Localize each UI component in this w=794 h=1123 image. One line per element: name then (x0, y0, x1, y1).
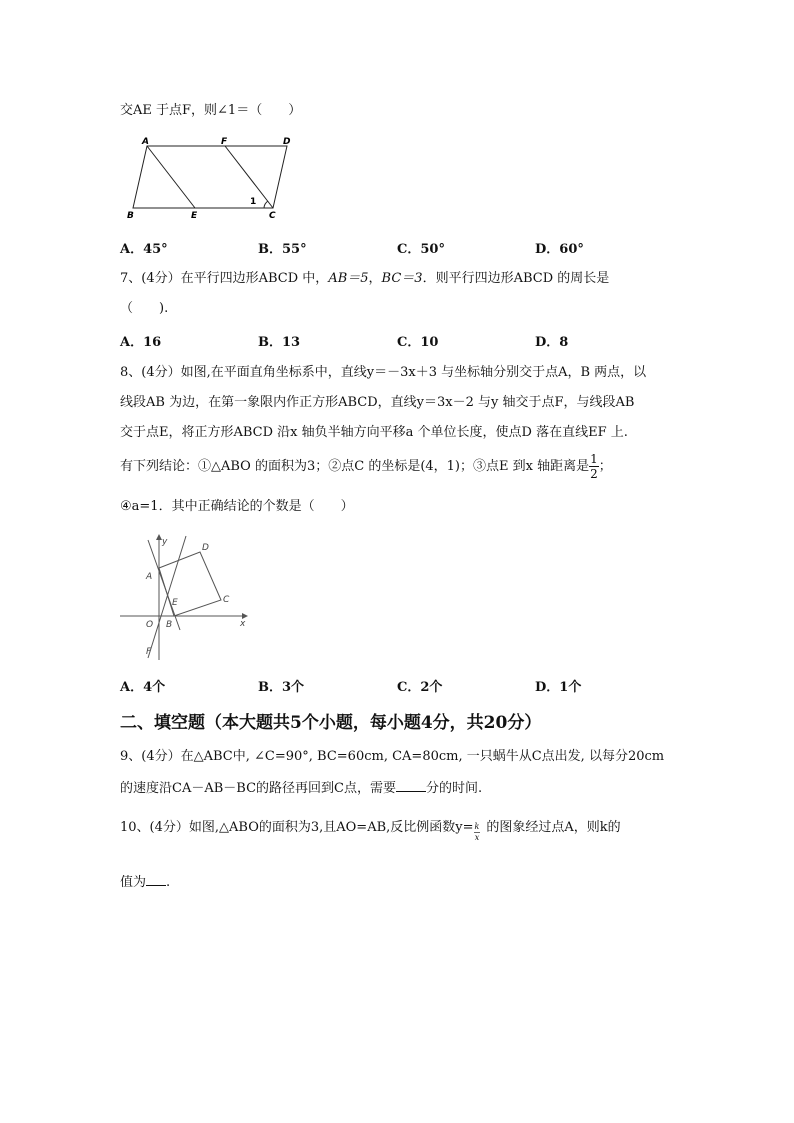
line-ef (148, 536, 186, 658)
q7-ab: AB＝5 (328, 271, 369, 286)
label-f: F (221, 137, 228, 147)
q6-option-a[interactable]: A．45° (120, 242, 168, 257)
q10-frac-num: k (474, 822, 480, 831)
angle-1-arc (264, 201, 268, 208)
q7-option-b[interactable]: B．13 (258, 335, 301, 350)
label-e: E (191, 211, 198, 221)
q10-line2-suffix: . (166, 875, 171, 890)
q8-line4 (120, 452, 612, 481)
q9-line2 (120, 778, 482, 798)
q10-line2 (120, 872, 170, 892)
label-d: D (283, 137, 291, 147)
q8-line4-suffix: ； (598, 459, 612, 474)
q6-stem-tail: 交AE 于点F，则∠1＝（ ） (120, 103, 302, 118)
q6-option-b[interactable]: B．55° (258, 242, 307, 257)
q7-option-c[interactable]: C．10 (397, 335, 439, 350)
q8-fraction (589, 452, 599, 481)
q7-bc: BC＝3 (381, 271, 423, 286)
q7-stem-line2: （ ). (120, 301, 169, 316)
segment-cf (225, 146, 273, 208)
q8-option-a[interactable]: A．4个 (120, 680, 166, 695)
q10-frac-den: x (474, 833, 480, 842)
label-c: C (269, 211, 276, 221)
parallelogram-abcd (133, 146, 287, 208)
label-a: A (142, 137, 149, 147)
label-b: B (166, 620, 173, 630)
q8-option-c[interactable]: C．2个 (397, 680, 443, 695)
q10-answer-blank[interactable] (146, 872, 166, 886)
q7-stem (120, 270, 609, 288)
q8-line3: 交于点E，将正方形ABCD 沿x 轴负半轴方向平移a 个单位长度，使点D 落在直线EF 上. (120, 425, 628, 440)
label-y: y (162, 537, 168, 547)
q8-option-b[interactable]: B．3个 (258, 680, 305, 695)
section-2-title: 二、填空题（本大题共5个小题，每小题4分，共20分） (120, 713, 542, 733)
q9-answer-blank[interactable] (396, 778, 426, 792)
segment-ae (147, 146, 195, 208)
label-a: A (146, 572, 153, 582)
q7-option-d[interactable]: D．8 (535, 335, 569, 350)
q8-option-d[interactable]: D．1个 (535, 680, 582, 695)
q6-option-d[interactable]: D．60° (535, 242, 584, 257)
q7-sep: ， (368, 271, 382, 286)
q8-line4-prefix: 有下列结论：①△ABO 的面积为3；②点C 的坐标是(4，1)；③点E 到x 轴距离是 (120, 459, 590, 474)
q10-line1 (120, 812, 621, 843)
q10-fraction (474, 822, 481, 843)
q8-frac-num: 1 (590, 452, 598, 466)
q10-line1-suffix: 的图象经过点A，则k的 (486, 820, 621, 835)
q6-option-c[interactable]: C．50° (397, 242, 445, 257)
q9-line2-prefix: 的速度沿CA－AB－BC的路径再回到C点，需要 (120, 781, 396, 796)
label-f: F (146, 647, 152, 657)
q7-suffix: ．则平行四边形ABCD 的周长是 (422, 271, 610, 286)
label-e: E (172, 598, 178, 608)
square-abcd (159, 552, 221, 616)
label-c: C (223, 595, 230, 605)
q8-line1: 8、(4分）如图,在平面直角坐标系中，直线y＝－3x＋3 与坐标轴分别交于点A，B 两点，以 (120, 365, 647, 380)
q10-line2-prefix: 值为 (120, 875, 147, 890)
q7-option-a[interactable]: A．16 (120, 335, 162, 350)
label-angle-1: 1 (250, 197, 257, 207)
q9-line1: 9、(4分）在△ABC中, ∠C=90°, BC=60cm, CA=80cm, 一只蜗牛从C点出发, 以每分20cm (120, 749, 665, 764)
label-b: B (127, 211, 134, 221)
label-d: D (202, 543, 209, 553)
q10-line1-prefix: 10、(4分）如图,△ABO的面积为3,且AO=AB,反比例函数y= (120, 820, 474, 835)
q9-line2-suffix: 分的时间. (425, 781, 483, 796)
q8-line2: 线段AB 为边，在第一象限内作正方形ABCD，直线y＝3x－2 与y 轴交于点F，与线段AB (120, 395, 635, 410)
q8-frac-den: 2 (590, 467, 598, 481)
q7-prefix: 7、(4分）在平行四边形ABCD 中， (120, 271, 329, 286)
label-o: O (146, 620, 154, 630)
q8-line5: ④a=1．其中正确结论的个数是（ ） (120, 499, 354, 514)
q6-parallelogram-figure (120, 132, 310, 224)
label-x: x (240, 619, 246, 629)
q8-coordinate-figure (118, 532, 253, 664)
